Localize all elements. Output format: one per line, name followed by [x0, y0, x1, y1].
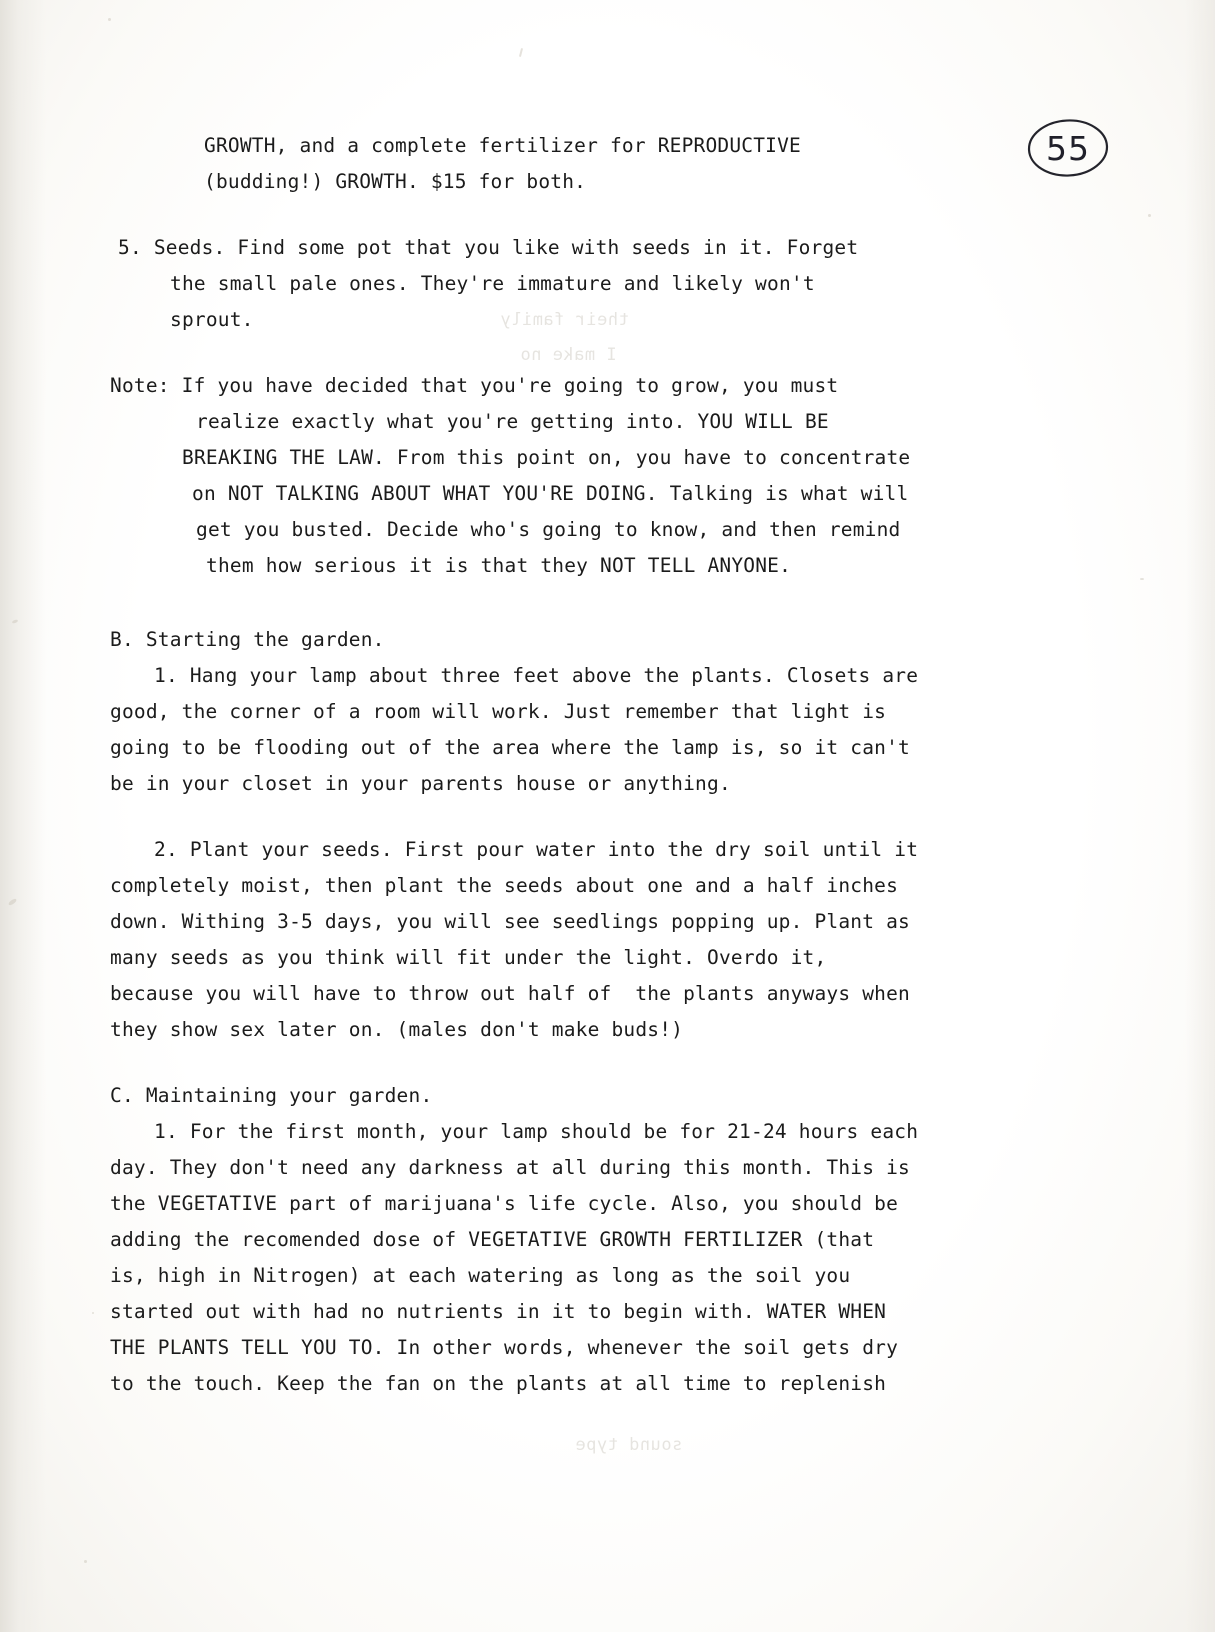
text-line: 2. Plant your seeds. First pour water into the dry soil until it [154, 838, 919, 861]
text-line: 1. For the first month, your lamp should be for 21-24 hours each [154, 1120, 919, 1143]
section-b-item-2 [110, 832, 1078, 1048]
scan-speck [8, 898, 18, 906]
text-line: GROWTH, and a complete fertilizer for REPRODUCTIVE [204, 134, 801, 157]
scan-speck [1148, 214, 1151, 217]
text-line: adding the recomended dose of VEGETATIVE GROWTH FERTILIZER (that [110, 1228, 875, 1251]
text-line: many seeds as you think will fit under the light. Overdo it, [110, 946, 827, 969]
section-b [110, 622, 1078, 802]
text-line: the small pale ones. They're immature and likely won't [170, 272, 815, 295]
scan-speck [1140, 578, 1144, 580]
text-line: sprout. [170, 308, 254, 331]
text-line: because you will have to throw out half of the plants anyways when [110, 982, 910, 1005]
text-line: them how serious it is that they NOT TELL ANYONE. [206, 554, 792, 577]
text-line: on NOT TALKING ABOUT WHAT YOU'RE DOING. Talking is what will [192, 482, 909, 505]
header-paragraph [118, 128, 1078, 200]
text-line: realize exactly what you're getting into. YOU WILL BE [196, 410, 829, 433]
text-line: Note: If you have decided that you're going to grow, you must [110, 374, 839, 397]
text-line: be in your closet in your parents house or anything. [110, 772, 731, 795]
text-line: down. Withing 3-5 days, you will see seedlings popping up. Plant as [110, 910, 910, 933]
text-line: (budding!) GROWTH. $15 for both. [204, 170, 587, 193]
scan-speck [92, 1312, 94, 1314]
text-line: completely moist, then plant the seeds about one and a half inches [110, 874, 899, 897]
section-b-heading: B. Starting the garden. [110, 628, 385, 651]
page-number-text: 55 [1046, 129, 1090, 168]
section-c [110, 1078, 1078, 1402]
text-line: 1. Hang your lamp about three feet above the plants. Closets are [154, 664, 919, 687]
scan-speck [12, 619, 19, 624]
text-line: the VEGETATIVE part of marijuana's life cycle. Also, you should be [110, 1192, 899, 1215]
text-line: is, high in Nitrogen) at each watering as long as the soil you [110, 1264, 851, 1287]
note-block [110, 368, 1078, 584]
bleed-through-text: I make no [520, 345, 617, 365]
text-line: 5. Seeds. Find some pot that you like with seeds in it. Forget [118, 236, 859, 259]
text-line: good, the corner of a room will work. Just remember that light is [110, 700, 887, 723]
text-line: get you busted. Decide who's going to know, and then remind [196, 518, 901, 541]
scan-speck [519, 48, 523, 57]
section-c-heading: C. Maintaining your garden. [110, 1084, 433, 1107]
text-line: going to be flooding out of the area where the lamp is, so it can't [110, 736, 910, 759]
list-item-5 [118, 230, 1078, 338]
scan-speck [108, 18, 111, 21]
text-line: started out with had no nutrients in it to begin with. WATER WHEN [110, 1300, 887, 1323]
text-line: day. They don't need any darkness at all during this month. This is [110, 1156, 910, 1179]
page-body [110, 128, 1078, 1402]
bleed-through-text: their family [500, 310, 629, 330]
text-line: BREAKING THE LAW. From this point on, you have to concentrate [182, 446, 911, 469]
text-line: THE PLANTS TELL YOU TO. In other words, whenever the soil gets dry [110, 1336, 899, 1359]
scan-speck [84, 1560, 87, 1563]
text-line: to the touch. Keep the fan on the plants at all time to replenish [110, 1372, 887, 1395]
text-line: they show sex later on. (males don't make buds!) [110, 1018, 684, 1041]
bleed-through-text: sound type [575, 1435, 683, 1455]
